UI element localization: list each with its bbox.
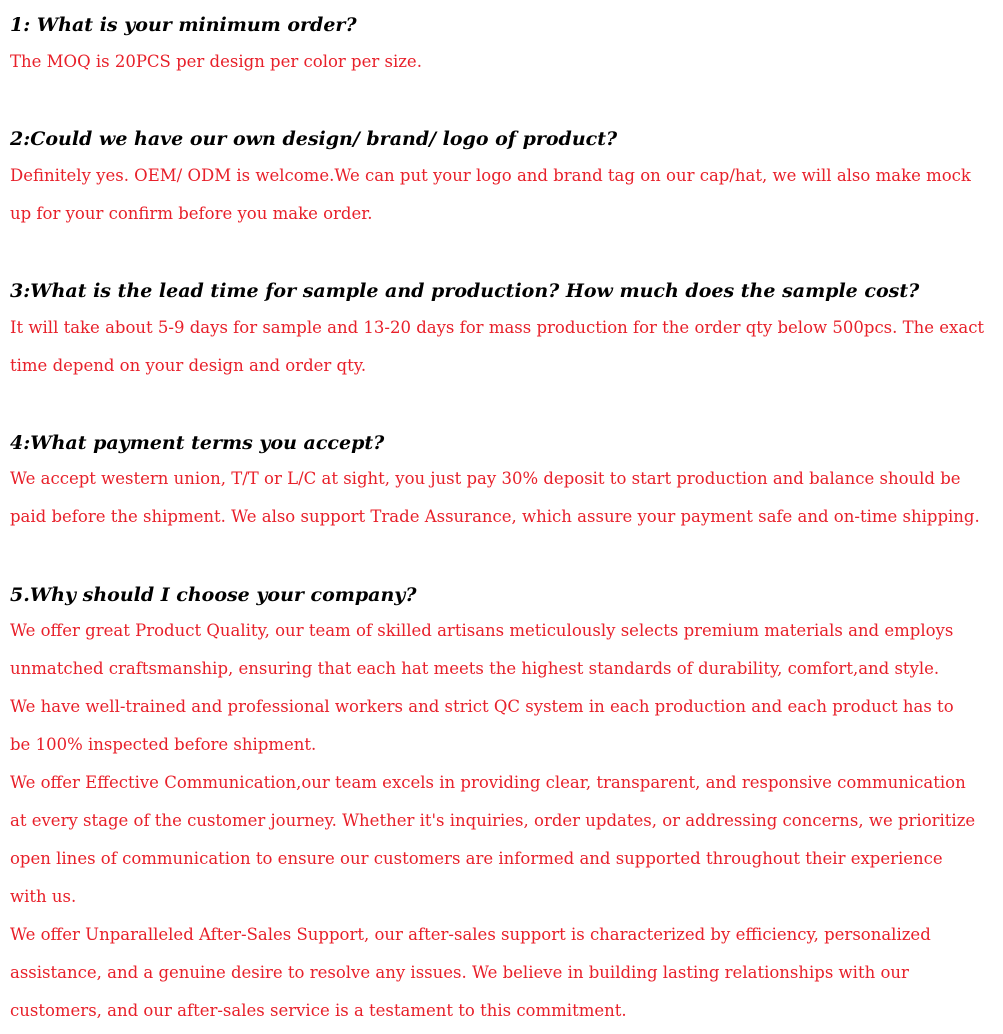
faq-answer-5-line-9: We offer Unparalleled After-Sales Support, our after-sales support is characterized by efficiency, personalized: [10, 925, 931, 944]
faq-answer-5-line-8: with us.: [10, 887, 77, 906]
faq-question-5: 5.Why should I choose your company?: [10, 584, 417, 606]
faq-question-4: 4:What payment terms you accept?: [10, 432, 385, 454]
faq-answer-5-line-10: assistance, and a genuine desire to resolve any issues. We believe in building lasting relationships with our: [10, 963, 909, 982]
faq-answer-1-line-1: The MOQ is 20PCS per design per color per size.: [10, 52, 422, 71]
faq-answer-5-line-4: be 100% inspected before shipment.: [10, 735, 317, 754]
faq-answer-2-line-2: up for your confirm before you make order.: [10, 204, 373, 223]
faq-answer-2-line-1: Definitely yes. OEM/ ODM is welcome.We can put your logo and brand tag on our cap/hat, we will also make mock: [10, 166, 971, 185]
faq-answer-4-line-2: paid before the shipment. We also support Trade Assurance, which assure your payment safe and on-time shipping.: [10, 507, 980, 526]
faq-question-3: 3:What is the lead time for sample and production? How much does the sample cost?: [10, 280, 920, 302]
faq-answer-5-line-1: We offer great Product Quality, our team of skilled artisans meticulously selects premium materials and employs: [10, 621, 954, 640]
faq-question-1: 1: What is your minimum order?: [10, 14, 357, 36]
faq-answer-4-line-1: We accept western union, T/T or L/C at sight, you just pay 30% deposit to start production and balance should be: [10, 469, 961, 488]
faq-answer-5-line-3: We have well-trained and professional workers and strict QC system in each production and each product has to: [10, 697, 954, 716]
faq-answer-5-line-7: open lines of communication to ensure our customers are informed and supported throughout their experience: [10, 849, 943, 868]
faq-answer-5-line-2: unmatched craftsmanship, ensuring that each hat meets the highest standards of durability, comfort,and style.: [10, 659, 940, 678]
faq-question-2: 2:Could we have our own design/ brand/ logo of product?: [10, 128, 618, 150]
faq-answer-3-line-1: It will take about 5-9 days for sample and 13-20 days for mass production for the order qty below 500pcs. The exact: [10, 318, 985, 337]
faq-answer-5-line-11: customers, and our after-sales service is a testament to this commitment.: [10, 1001, 627, 1020]
faq-answer-5-line-5: We offer Effective Communication,our team excels in providing clear, transparent, and responsive communication: [10, 773, 966, 792]
faq-answer-3-line-2: time depend on your design and order qty.: [10, 356, 367, 375]
faq-answer-5-line-6: at every stage of the customer journey. Whether it's inquiries, order updates, or addressing concerns, we prioritize: [10, 811, 976, 830]
